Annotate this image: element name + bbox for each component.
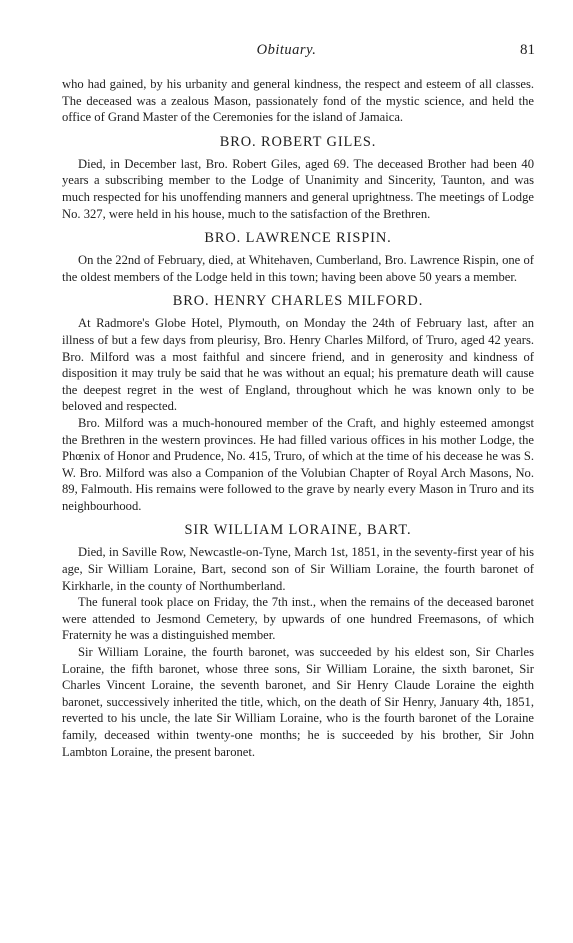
obituary-paragraph: Died, in December last, Bro. Robert Giles, aged 69. The deceased Brother had been 40 years a subscribing member to the Lodge of Unanimity and Sincerity, Taunton, and was much respected for his unoffending manners and general uprightness. The meetings of Lodge No. 327, were held in his house, much to the satisfaction of the Brethren. (62, 156, 534, 221)
running-title: Obituary. (256, 42, 317, 58)
obituary-heading-robert-giles: BRO. ROBERT GILES. (219, 133, 377, 150)
obituary-paragraph: Died, in Saville Row, Newcastle-on-Tyne, March 1st, 1851, in the seventy-first year of his age, Sir William Loraine, Bart, second son of Sir William Loraine, the fourth baronet of Kirkharle, in the county of Northumberland. (62, 545, 534, 593)
obituary-heading-henry-charles-milford: BRO. HENRY CHARLES MILFORD. (172, 293, 424, 310)
obituary-paragraph: At Radmore's Globe Hotel, Plymouth, on Monday the 24th of February last, after an illness of but a few days from pleurisy, Bro. Henry Charles Milford, of Truro, aged 42 years. Bro. Milford was a most faithful and sincere friend, and in generosity and kindness of disposition it may truly be said that he was without an equal; his premature death will cause the deepest regret in the west of England, throughout which he was known only to be beloved and respected. (62, 316, 534, 414)
obituary-paragraph: The funeral took place on Friday, the 7th inst., when the remains of the deceased baronet were attended to Jesmond Cemetery, by upwards of one hundred Freemasons, of which Fraternity he was a distinguished member. (62, 595, 534, 643)
running-header (0, 42, 573, 62)
obituary-heading-william-loraine: SIR WILLIAM LORAINE, BART. (184, 522, 412, 539)
page-number: 81 (520, 42, 535, 58)
continued-paragraph: who had gained, by his urbanity and general kindness, the respect and esteem of all classes. The deceased was a zealous Mason, passionately fond of the mystic science, and held the office of Grand Master of the Ceremonies for the island of Jamaica. (62, 77, 534, 125)
obituary-paragraph: On the 22nd of February, died, at Whitehaven, Cumberland, Bro. Lawrence Rispin, one of the oldest members of the Lodge held in this town; having been above 50 years a member. (62, 253, 534, 284)
obituary-paragraph: Bro. Milford was a much-honoured member of the Craft, and highly esteemed amongst the Brethren in the western provinces. He had filled various offices in his mother Lodge, the Phœnix of Honor and Prudence, No. 415, Truro, of which at the time of his decease he was S. W. Bro. Milford was also a Companion of the Volubian Chapter of Royal Arch Masons, No. 89, Falmouth. His remains were followed to the grave by nearly every Mason in Truro and its neighbourhood. (62, 415, 534, 513)
page-body (62, 76, 534, 760)
obituary-paragraph: Sir William Loraine, the fourth baronet, was succeeded by his eldest son, Sir Charles Loraine, the fifth baronet, whose three sons, Sir William Loraine, the sixth baronet, Sir Charles Vincent Loraine, the seventh baronet, and Sir Henry Claude Loraine the eighth baronet, successively inherited the title, which, on the death of Sir Henry, January 4th, 1851, reverted to his uncle, the late Sir William Loraine, who is the fourth baronet of the Loraine family, deceased within twenty-one months; he is succeeded by his brother, Sir John Lambton Loraine, the present baronet. (62, 645, 534, 759)
obituary-heading-lawrence-rispin: BRO. LAWRENCE RISPIN. (204, 230, 392, 247)
